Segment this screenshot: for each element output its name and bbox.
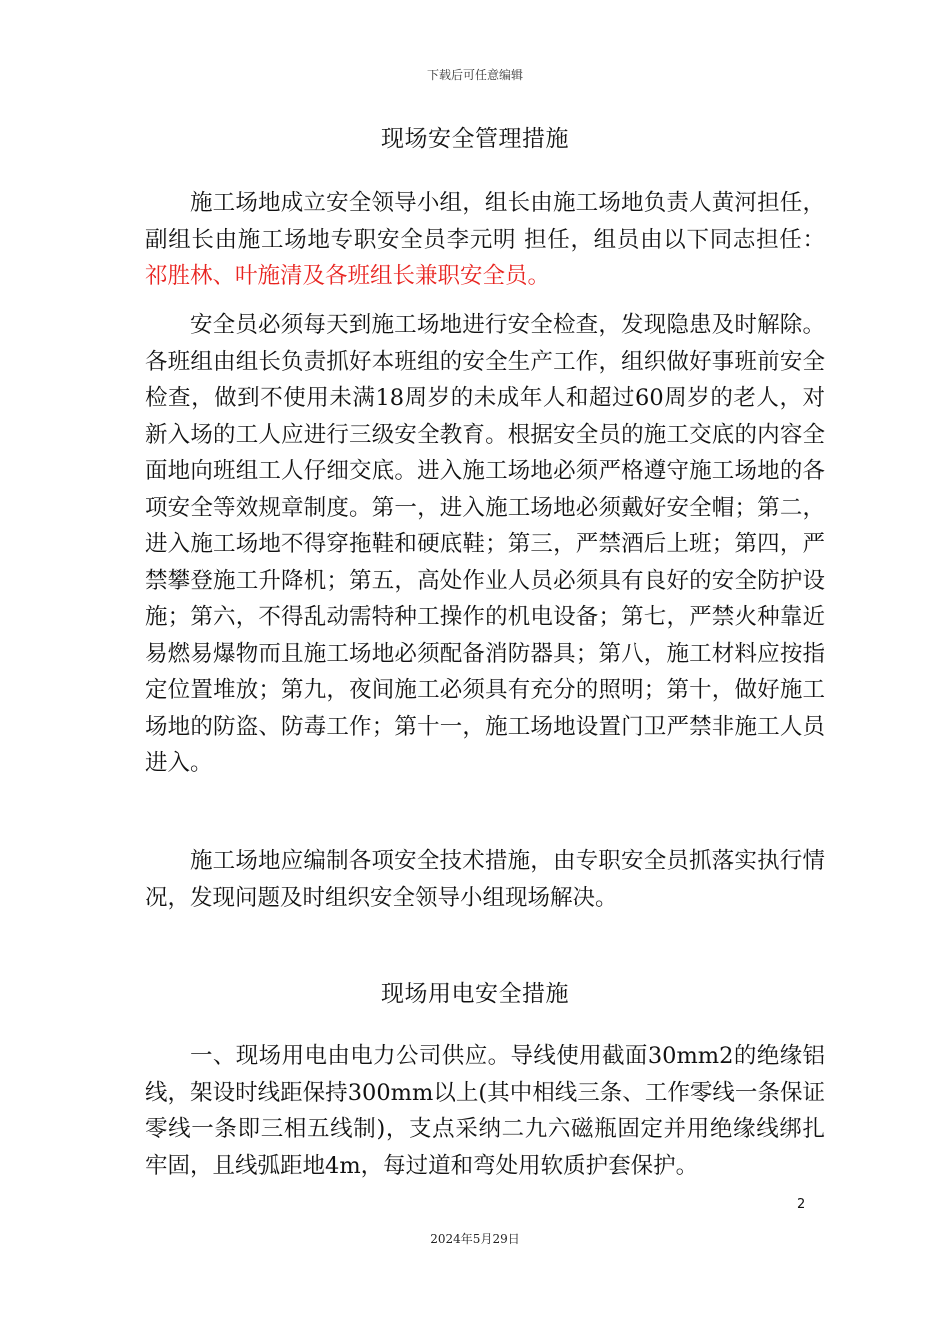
section-title-electrical-safety: 现场用电安全措施	[381, 981, 569, 1007]
page-footer-date: 2024年5月29日	[430, 1232, 520, 1246]
paragraph-safety-team	[145, 185, 825, 295]
section-title-safety-management: 现场安全管理措施	[381, 126, 569, 152]
paragraph-text: 施工场地成立安全领导小组，组长由施工场地负责人黄河担任，副组长由施工场地专职安全员李元明 担任，组员由以下同志担任：	[145, 190, 825, 253]
paragraph-technical-measures: 施工场地应编制各项安全技术措施，由专职安全员抓落实执行情况，发现问题及时组织安全领导小组现场解决。	[145, 848, 825, 911]
page-number: 2	[797, 1197, 806, 1212]
paragraph-daily-inspection: 安全员必须每天到施工场地进行安全检查，发现隐患及时解除。各班组由组长负责抓好本班组的安全生产工作，组织做好事班前安全检查，做到不使用未满18周岁的未成年人和超过60周岁的老人，对新入场的工人应进行三级安全教育。根据安全员的施工交底的内容全面地向班组工人仔细交底。进入施工场地必须严格遵守施工场地的各项安全等效规章制度。第一，进入施工场地必须戴好安全帽；第二，进入施工场地不得穿拖鞋和硬底鞋；第三，严禁酒后上班；第四，严禁攀登施工升降机；第五，高处作业人员必须具有良好的安全防护设施；第六，不得乱动需特种工操作的机电设备；第七，严禁火种靠近易燃易爆物而且施工场地必须配备消防器具；第八，施工材料应按指定位置堆放；第九，夜间施工必须具有充分的照明；第十，做好施工场地的防盗、防毒工作；第十一，施工场地设置门卫严禁非施工人员进入。	[145, 312, 825, 776]
page-header-note: 下载后可任意编辑	[426, 68, 523, 82]
paragraph-power-supply: 一、现场用电由电力公司供应。导线使用截面30mm2的绝缘铝线，架设时线距保持300mm以上(其中相线三条、工作零线一条保证零线一条即三相五线制)，支点采纳二九六磁瓶固定并用绝缘线绑扎牢固，且线弧距地4m，每过道和弯处用软质护套保护。	[145, 1043, 825, 1179]
highlighted-members: 祁胜林、叶施清及各班组长兼职安全员。	[145, 263, 551, 289]
